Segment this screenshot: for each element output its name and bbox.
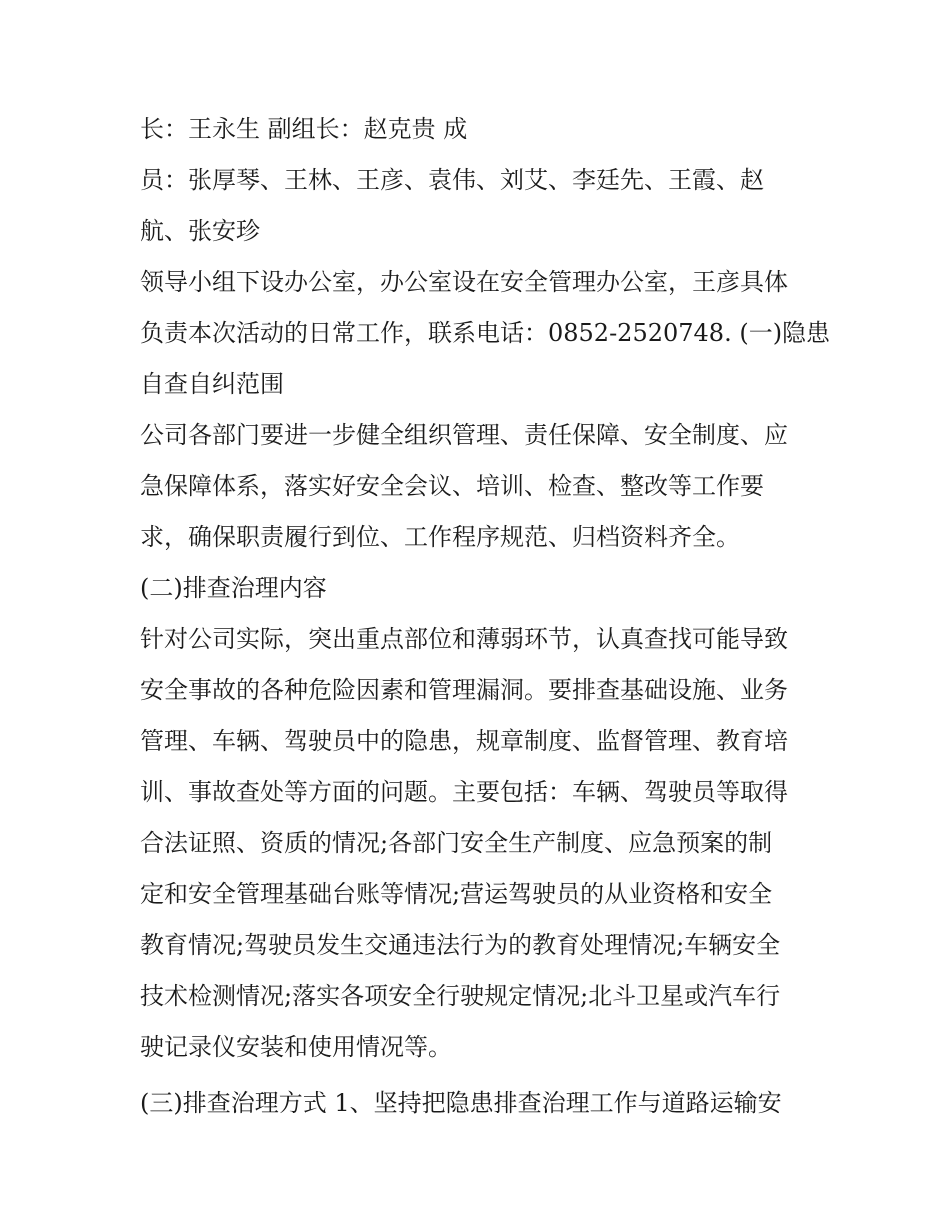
text-line: 领导小组下设办公室，办公室设在安全管理办公室，王彦具体 [140, 268, 788, 296]
text-line: 安全事故的各种危险因素和管理漏洞。要排查基础设施、业务 [140, 676, 788, 704]
text-line: 航、张安珍 [140, 217, 260, 245]
text-line: 公司各部门要进一步健全组织管理、责任保障、安全制度、应 [140, 421, 788, 449]
text-line: 训、事故查处等方面的问题。主要包括：车辆、驾驶员等取得 [140, 778, 788, 806]
text-line: 技术检测情况;落实各项安全行驶规定情况;北斗卫星或汽车行 [140, 982, 781, 1010]
section-heading: (二)排查治理内容 [140, 574, 327, 602]
text-line: 定和安全管理基础台账等情况;营运驾驶员的从业资格和安全 [140, 880, 773, 908]
text-line: 急保障体系，落实好安全会议、培训、检查、整改等工作要 [140, 472, 764, 500]
text-line: 合法证照、资质的情况;各部门安全生产制度、应急预案的制 [140, 829, 773, 857]
text-line: 长：王永生 副组长：赵克贵 成 [140, 115, 468, 143]
text-line: 教育情况;驾驶员发生交通违法行为的教育处理情况;车辆安全 [140, 931, 781, 959]
document-body [140, 109, 831, 1134]
text-line: 求，确保职责履行到位、工作程序规范、归档资料齐全。 [140, 523, 740, 551]
text-line: 员：张厚琴、王林、王彦、袁伟、刘艾、李廷先、王霞、赵 [140, 166, 764, 194]
text-line: 自查自纠范围 [140, 370, 284, 398]
text-line: 针对公司实际，突出重点部位和薄弱环节，认真查找可能导致 [140, 625, 788, 653]
text-line: 驶记录仪安装和使用情况等。 [140, 1033, 452, 1061]
section-heading: (三)排查治理方式 1、坚持把隐患排查治理工作与道路运输安 [140, 1089, 782, 1117]
text-line: 负责本次活动的日常工作，联系电话：0852-2520748. (一)隐患 [140, 319, 831, 347]
text-line: 管理、车辆、驾驶员中的隐患，规章制度、监督管理、教育培 [140, 727, 788, 755]
